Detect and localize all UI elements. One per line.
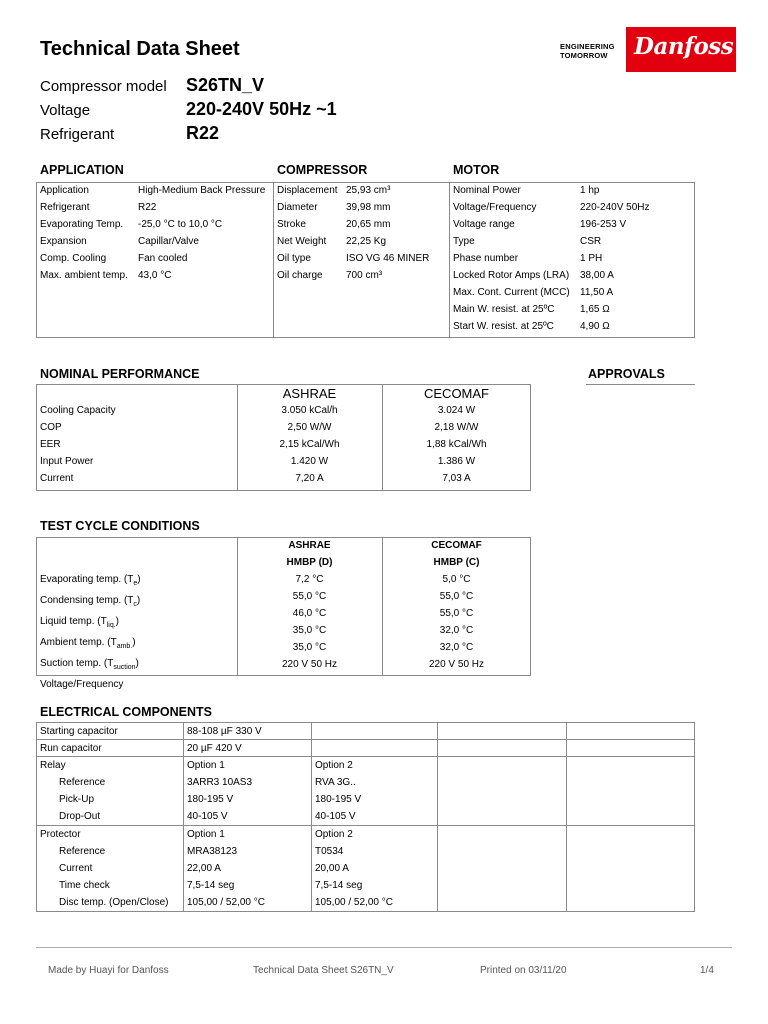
relay-label: Relay: [37, 757, 184, 774]
protector-row-label: Time check: [37, 877, 184, 894]
motor-row-value: CSR: [580, 236, 602, 247]
nominal-col-cecomaf: CECOMAF: [424, 386, 489, 401]
protector-label: Protector: [37, 826, 184, 843]
application-row-label: Refrigerant: [40, 202, 90, 213]
compressor-row-value: ISO VG 46 MINER: [346, 253, 430, 264]
empty-cell: [567, 826, 695, 843]
electrical-table: [36, 722, 695, 912]
test-row-label: Voltage/Frequency: [40, 679, 124, 690]
compressor-row-label: Diameter: [277, 202, 318, 213]
table-row: [37, 877, 695, 894]
protector-row-label: Reference: [37, 843, 184, 860]
protector-row-o1: MRA38123: [184, 843, 312, 860]
nominal-ashrae-value: 1.420 W: [290, 456, 329, 467]
danfoss-logo: [626, 27, 736, 72]
footer-printed: Printed on 03/11/20: [480, 965, 567, 976]
protector-row-label: Current: [37, 860, 184, 877]
motor-row-label: Type: [453, 236, 475, 247]
motor-row-label: Locked Rotor Amps (LRA): [453, 270, 570, 281]
protector-row-label: Disc temp. (Open/Close): [37, 894, 184, 911]
test-col-ashrae: ASHRAE: [288, 540, 331, 551]
voltage-value: 220-240V 50Hz ~1: [186, 99, 337, 119]
nominal-ashrae-value: 7,20 A: [295, 473, 324, 484]
compressor-model-value: S26TN_V: [186, 75, 265, 95]
motor-row-value: 4,90 Ω: [580, 321, 610, 332]
compressor-model-label: Compressor model: [40, 78, 167, 95]
relay-row-label: Pick-Up: [37, 791, 184, 808]
motor-values: [580, 182, 650, 335]
compressor-row-value: 39,98 mm: [346, 202, 391, 213]
relay-row-o2: RVA 3G..: [312, 774, 438, 791]
compressor-labels: [277, 182, 338, 284]
empty-cell: [567, 774, 695, 791]
protector-row-o1: 7,5-14 seg: [184, 877, 312, 894]
motor-row-label: Voltage/Frequency: [453, 202, 537, 213]
application-row-value: High-Medium Back Pressure: [138, 185, 266, 196]
footer-made-by: Made by Huayi for Danfoss: [48, 965, 169, 976]
column-divider: [273, 182, 274, 338]
motor-row-label: Start W. resist. at 25ºC: [453, 321, 554, 332]
nominal-ashrae-value: 3.050 kCal/h: [281, 405, 338, 416]
compressor-row-label: Oil charge: [277, 270, 323, 281]
starting-capacitor-label: Starting capacitor: [37, 723, 184, 740]
table-row: [37, 757, 695, 774]
table-row: [37, 843, 695, 860]
compressor-row-label: Displacement: [277, 185, 338, 196]
nominal-cecomaf-value: 2,18 W/W: [434, 422, 479, 433]
relay-option-1: Option 1: [184, 757, 312, 774]
compressor-row-label: Oil type: [277, 253, 311, 264]
compressor-row-value: 700 cm³: [346, 270, 383, 281]
voltage-label: Voltage: [40, 102, 91, 119]
empty-cell: [567, 860, 695, 877]
test-row-label: Ambient temp. $(T_{amb.})$: [40, 637, 136, 650]
test-ashrae-value: 35,0 °C: [292, 642, 327, 653]
application-row-value: -25,0 °C to 10,0 °C: [138, 219, 223, 230]
empty-cell: [438, 894, 567, 911]
application-row-label: Max. ambient temp.: [40, 270, 128, 281]
nominal-ashrae-value: 2,50 W/W: [287, 422, 332, 433]
relay-row-o1: 40-105 V: [184, 808, 312, 825]
empty-cell: [438, 723, 567, 740]
motor-row-value: 1 PH: [580, 253, 603, 264]
motor-row-value: 11,50 A: [580, 287, 614, 298]
application-row-label: Application: [40, 185, 89, 196]
protector-row-o2: 105,00 / 52,00 °C: [312, 894, 438, 911]
run-capacitor-label: Run capacitor: [37, 740, 184, 757]
protector-option-1: Option 1: [184, 826, 312, 843]
logo-tagline-line-1: ENGINEERING: [560, 42, 615, 51]
test-ashrae-value: 35,0 °C: [292, 625, 327, 636]
column-divider: [449, 182, 450, 338]
logo-tagline: [560, 42, 615, 60]
electrical-title: ELECTRICAL COMPONENTS: [40, 705, 212, 719]
test-row-label: Evaporating temp. $(T_e)$: [40, 574, 141, 587]
application-row-label: Comp. Cooling: [40, 253, 107, 264]
test-ashrae-values: [237, 571, 382, 673]
application-row-value: Fan cooled: [138, 253, 188, 264]
application-row-value: R22: [138, 202, 157, 213]
nominal-labels: [40, 402, 116, 487]
protector-row-o1: 22,00 A: [184, 860, 312, 877]
test-ashrae-value: 220 V 50 Hz: [281, 659, 338, 670]
protector-row-o2: 20,00 A: [312, 860, 438, 877]
motor-row-value: 1,65 Ω: [580, 304, 610, 315]
relay-row-label: Reference: [37, 774, 184, 791]
relay-row-o1: 3ARR3 10AS3: [184, 774, 312, 791]
page-title: Technical Data Sheet: [40, 38, 240, 60]
relay-row-o1: 180-195 V: [184, 791, 312, 808]
empty-cell: [438, 826, 567, 843]
motor-labels: [453, 182, 570, 335]
relay-row-label: Drop-Out: [37, 808, 184, 825]
protector-row-o1: 105,00 / 52,00 °C: [184, 894, 312, 911]
motor-row-value: 196-253 V: [580, 219, 627, 230]
test-row-label: Liquid temp. $(T_{liq.})$: [40, 616, 119, 629]
table-row: [37, 860, 695, 877]
test-row-label: Condensing temp. $(T_c)$: [40, 595, 141, 608]
empty-cell: [567, 877, 695, 894]
logo-text: Danfoss: [634, 33, 734, 60]
empty-cell: [567, 723, 695, 740]
refrigerant-value: R22: [186, 123, 220, 143]
nominal-cecomaf-value: 3.024 W: [437, 405, 476, 416]
compressor-values: [346, 182, 429, 284]
protector-row-o2: 7,5-14 seg: [312, 877, 438, 894]
run-capacitor-value: 20 µF 420 V: [184, 740, 312, 757]
table-row: [37, 894, 695, 911]
table-row: [37, 723, 695, 740]
relay-row-o2: 180-195 V: [312, 791, 438, 808]
table-row: [37, 774, 695, 791]
nominal-row-label: Input Power: [40, 456, 94, 467]
refrigerant-label: Refrigerant: [40, 126, 115, 143]
protector-row-o2: T0534: [312, 843, 438, 860]
nominal-cecomaf-value: 1,88 kCal/Wh: [426, 439, 487, 450]
test-cecomaf-value: 5,0 °C: [442, 574, 471, 585]
nominal-cecomaf-values: [382, 402, 531, 487]
nominal-row-label: COP: [40, 422, 62, 433]
nominal-row-label: Cooling Capacity: [40, 405, 116, 416]
compressor-row-label: Stroke: [277, 219, 306, 230]
approvals-underline: [586, 384, 695, 385]
nominal-ashrae-values: [237, 402, 382, 487]
test-cycle-labels: [40, 571, 141, 693]
nominal-row-label: EER: [40, 439, 61, 450]
compressor-row-label: Net Weight: [277, 236, 327, 247]
test-cecomaf-value: 32,0 °C: [439, 642, 474, 653]
test-cecomaf-values: [382, 571, 531, 673]
empty-cell: [567, 843, 695, 860]
relay-option-2: Option 2: [312, 757, 438, 774]
empty-cell: [312, 740, 438, 757]
test-col-cecomaf-sub: HMBP (C): [433, 557, 480, 568]
empty-cell: [438, 791, 567, 808]
test-ashrae-value: 7,2 °C: [295, 574, 324, 585]
test-ashrae-value: 46,0 °C: [292, 608, 327, 619]
compressor-row-value: 25,93 cm³: [346, 185, 391, 196]
empty-cell: [567, 740, 695, 757]
test-col-ashrae-sub: HMBP (D): [286, 557, 333, 568]
empty-cell: [312, 723, 438, 740]
footer-document: Technical Data Sheet S26TN_V: [253, 965, 394, 976]
compressor-row-value: 22,25 Kg: [346, 236, 387, 247]
motor-row-value: 1 hp: [580, 185, 600, 196]
empty-cell: [438, 860, 567, 877]
application-labels: [40, 182, 128, 284]
table-row: [37, 791, 695, 808]
starting-capacitor-value: 88-108 µF 330 V: [184, 723, 312, 740]
compressor-title: COMPRESSOR: [277, 163, 368, 177]
application-row-value: Capillar/Valve: [138, 236, 199, 247]
empty-cell: [567, 894, 695, 911]
test-cecomaf-value: 220 V 50 Hz: [428, 659, 485, 670]
table-row: [37, 826, 695, 843]
motor-row-value: 220-240V 50Hz: [580, 202, 650, 213]
empty-cell: [438, 843, 567, 860]
test-cycle-title: TEST CYCLE CONDITIONS: [40, 519, 200, 533]
motor-row-label: Max. Cont. Current (MCC): [453, 287, 570, 298]
approvals-title: APPROVALS: [588, 367, 665, 381]
motor-row-label: Voltage range: [453, 219, 515, 230]
empty-cell: [438, 740, 567, 757]
motor-row-label: Main W. resist. at 25ºC: [453, 304, 555, 315]
nominal-ashrae-value: 2,15 kCal/Wh: [279, 439, 340, 450]
empty-cell: [438, 877, 567, 894]
motor-row-label: Nominal Power: [453, 185, 521, 196]
table-row: [37, 808, 695, 825]
motor-title: MOTOR: [453, 163, 500, 177]
footer-page-number: 1/4: [700, 965, 714, 976]
application-title: APPLICATION: [40, 163, 124, 177]
test-row-label: Suction temp. $(T_{suction})$: [40, 658, 139, 671]
protector-option-2: Option 2: [312, 826, 438, 843]
empty-cell: [438, 757, 567, 774]
empty-cell: [438, 774, 567, 791]
test-col-cecomaf: CECOMAF: [431, 540, 482, 551]
application-row-label: Evaporating Temp.: [40, 219, 124, 230]
test-cecomaf-value: 32,0 °C: [439, 625, 474, 636]
footer-divider: [36, 947, 732, 948]
empty-cell: [567, 791, 695, 808]
application-row-label: Expansion: [40, 236, 87, 247]
nominal-cecomaf-value: 7,03 A: [442, 473, 471, 484]
empty-cell: [438, 808, 567, 825]
logo-tagline-line-2: TOMORROW: [560, 51, 608, 60]
nominal-performance-title: NOMINAL PERFORMANCE: [40, 367, 200, 381]
test-cecomaf-value: 55,0 °C: [439, 591, 474, 602]
test-ashrae-value: 55,0 °C: [292, 591, 327, 602]
nominal-row-label: Current: [40, 473, 74, 484]
nominal-cecomaf-value: 1.386 W: [437, 456, 476, 467]
relay-row-o2: 40-105 V: [312, 808, 438, 825]
nominal-col-ashrae: ASHRAE: [282, 386, 337, 401]
motor-row-value: 38,00 A: [580, 270, 614, 281]
table-row: [37, 740, 695, 757]
compressor-row-value: 20,65 mm: [346, 219, 391, 230]
motor-row-label: Phase number: [453, 253, 519, 264]
application-row-value: 43,0 °C: [138, 270, 172, 281]
application-values: [138, 182, 265, 284]
empty-cell: [567, 808, 695, 825]
test-cecomaf-value: 55,0 °C: [439, 608, 474, 619]
empty-cell: [567, 757, 695, 774]
